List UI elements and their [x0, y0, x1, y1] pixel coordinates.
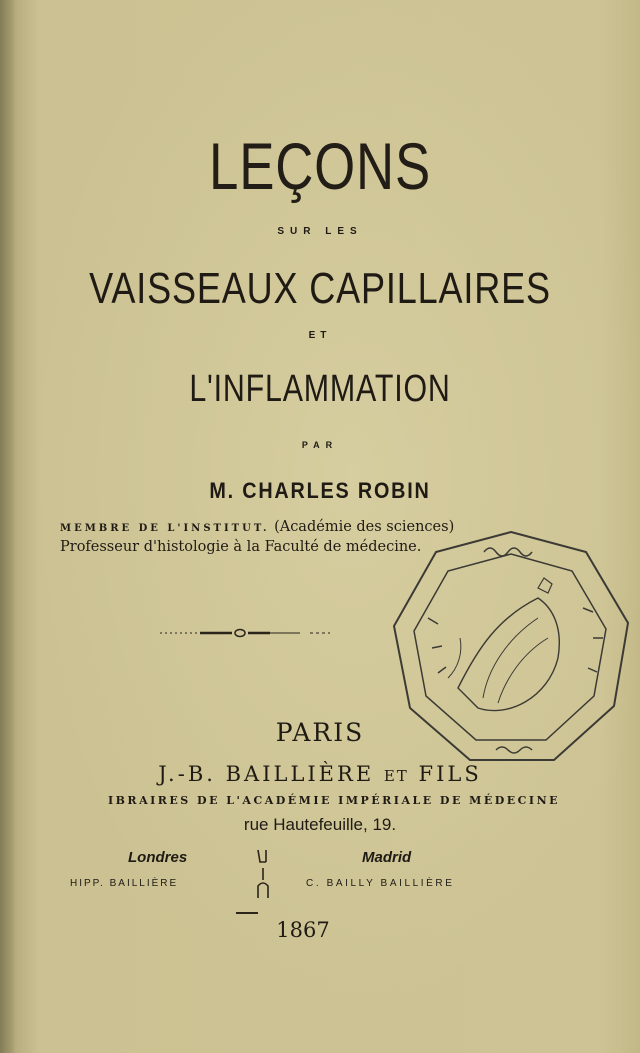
member-suffix: (Académie des sciences) — [274, 519, 455, 535]
publisher-address: rue Hautefeuille, 19. — [243, 815, 397, 834]
publication-year: 1867 — [276, 918, 330, 942]
vertical-divider-mark-icon — [250, 846, 280, 902]
year-rule — [236, 912, 258, 914]
member-prefix: MEMBRE DE L'INSTITUT. — [60, 523, 270, 534]
publisher-fils: FILS — [418, 762, 482, 786]
publisher-name: J.-B. BAILLIÈRE — [158, 762, 375, 786]
by-label: PAR — [301, 440, 339, 450]
madrid-label: Madrid — [362, 849, 412, 866]
connector-sur-les: SUR LES — [277, 226, 363, 237]
london-label: Londres — [128, 849, 188, 866]
madrid-agent: C. BAILLY BAILLIÈRE — [306, 878, 455, 889]
london-agent: HIPP. BAILLIÈRE — [70, 878, 179, 889]
publisher-et: ET — [383, 767, 409, 785]
subject-line-2: L'INFLAMMATION — [189, 368, 451, 410]
book-title: LEÇONS — [209, 129, 431, 203]
connector-et: ET — [308, 330, 332, 341]
imprint-city: PARIS — [275, 718, 365, 747]
subject-line-1: VAISSEAUX CAPILLAIRES — [89, 264, 551, 313]
author-professorship: Professeur d'histologie à la Faculté de médecine. — [60, 539, 422, 555]
publisher-role: IBRAIRES DE L'ACADÉMIE IMPÉRIALE DE MÉDECINE — [107, 794, 561, 807]
page-spine-shadow — [0, 0, 14, 1053]
printer-ornament-rule-icon — [160, 628, 330, 638]
author-name: M. CHARLES ROBIN — [209, 478, 431, 503]
publisher-line — [0, 762, 640, 786]
